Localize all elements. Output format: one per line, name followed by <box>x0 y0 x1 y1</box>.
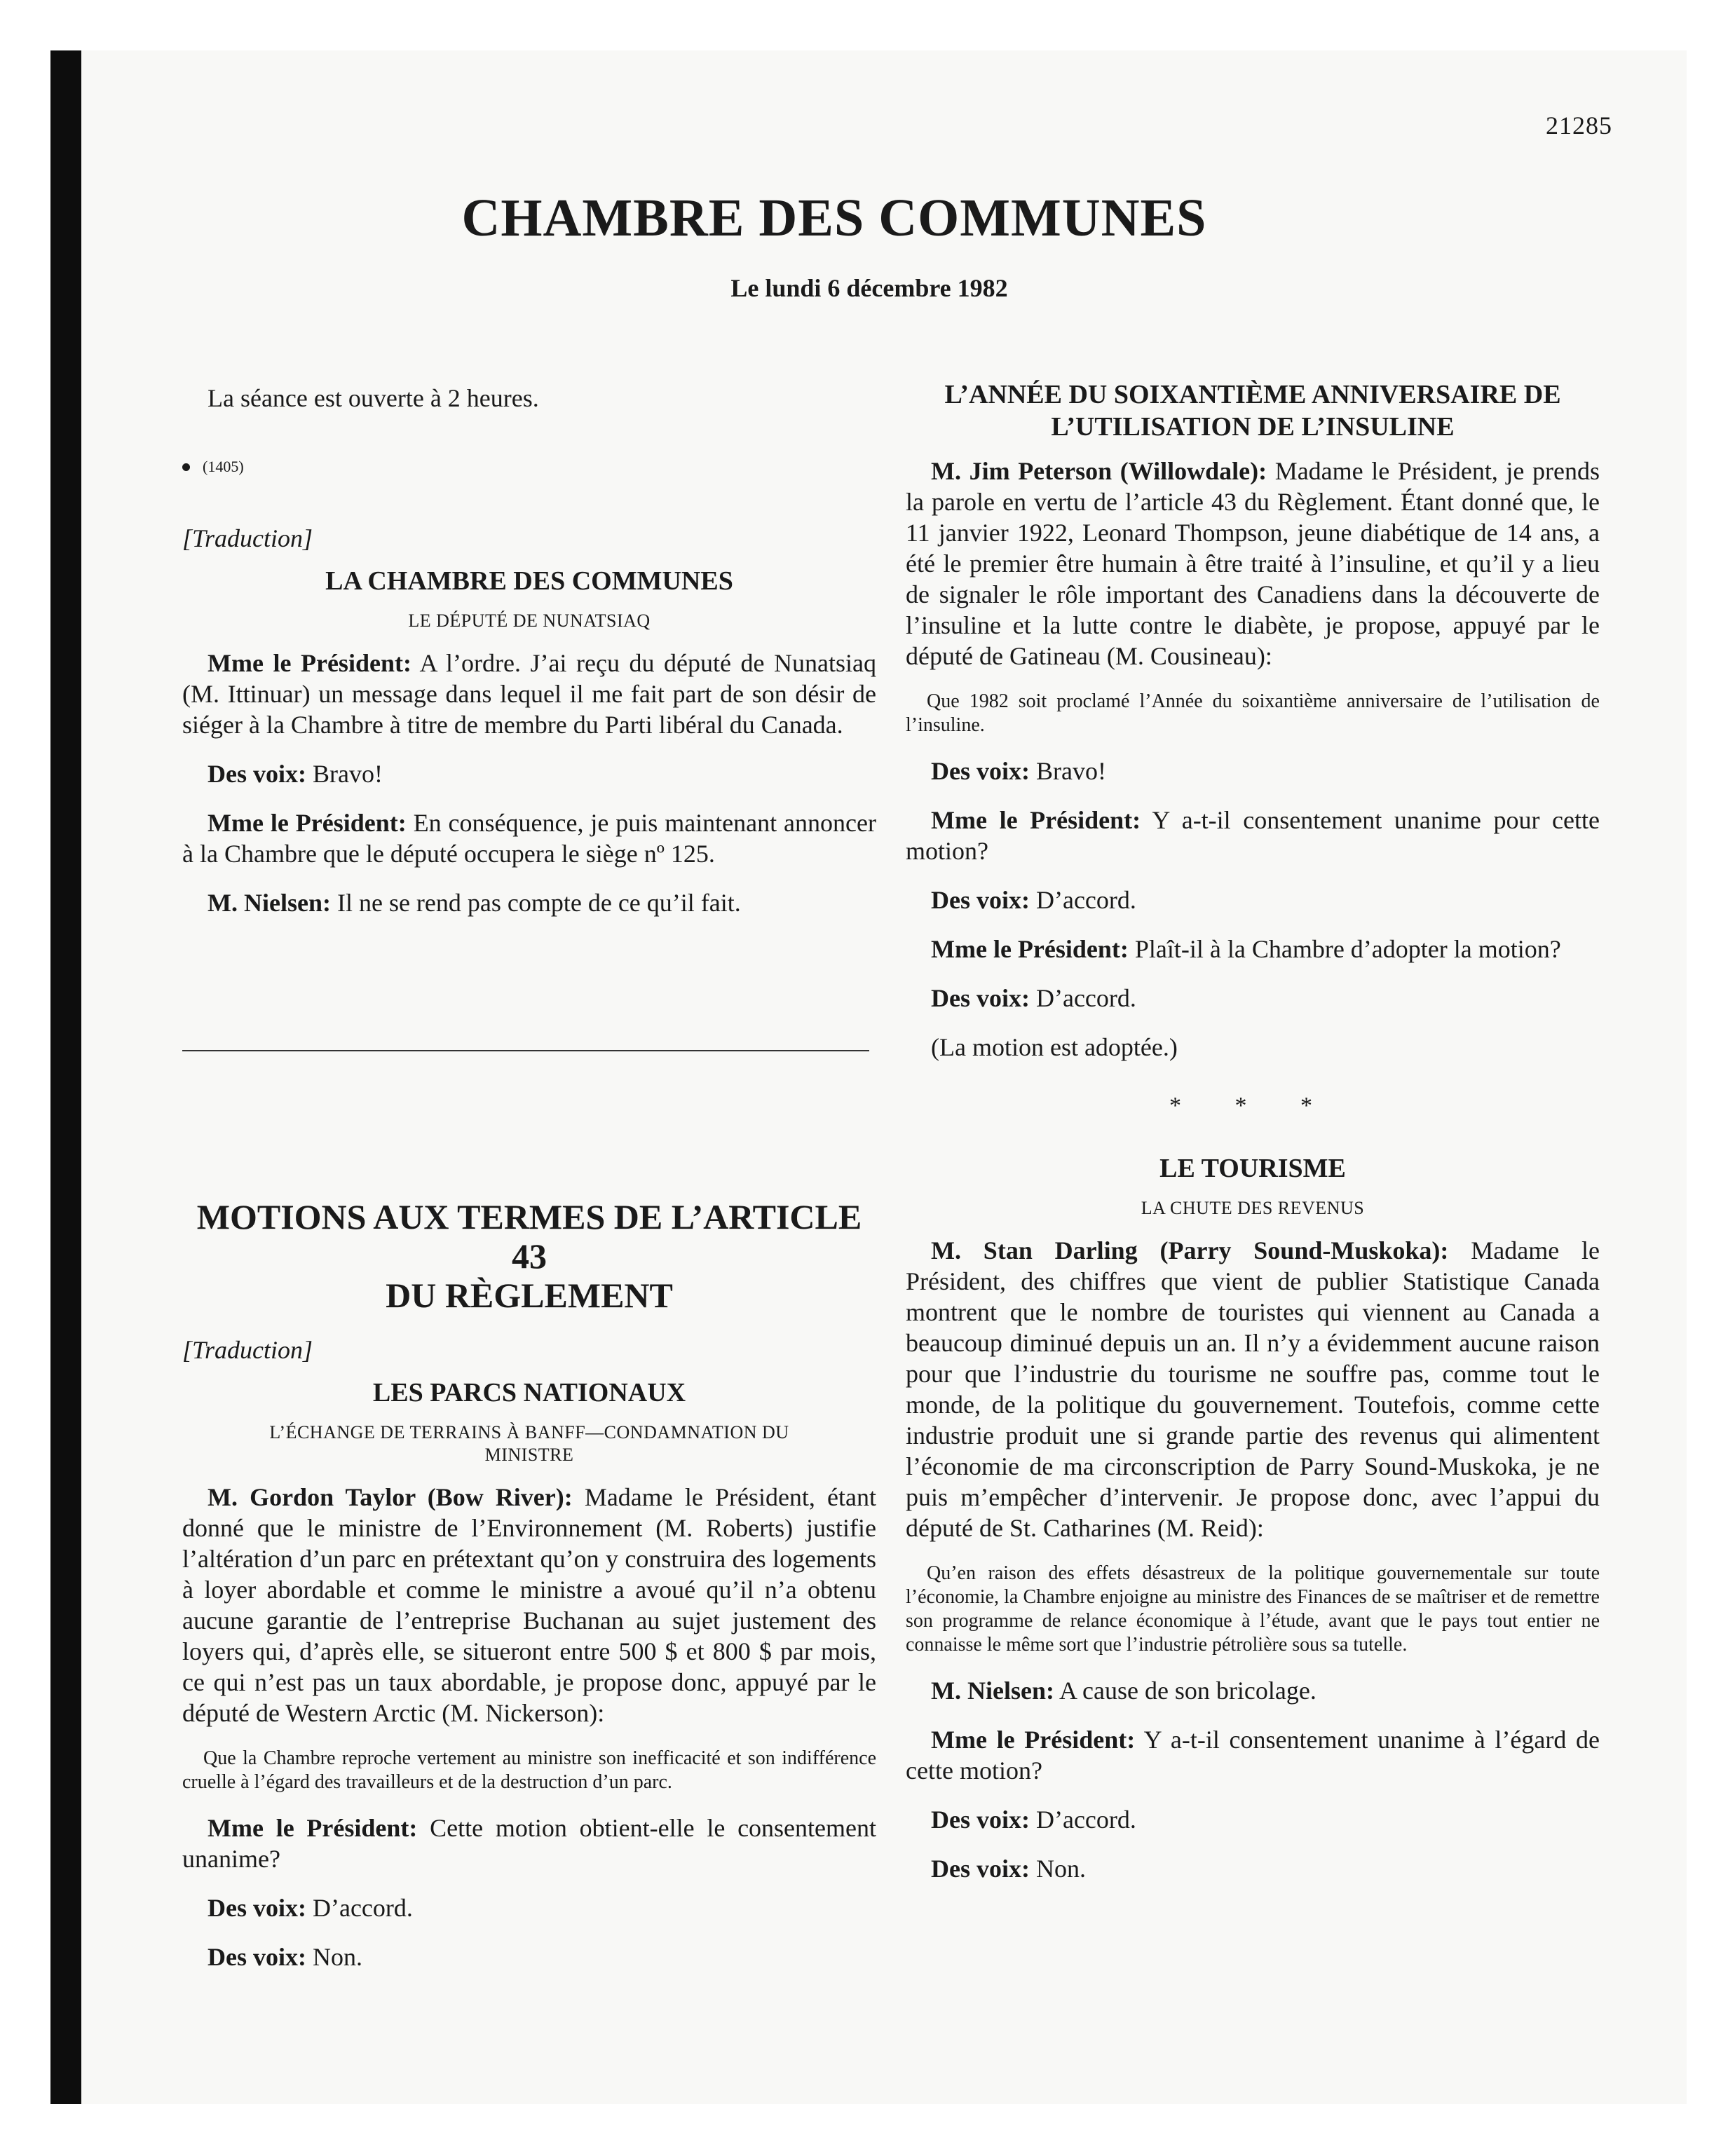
binding-edge <box>50 50 81 2104</box>
speaker-name: Des voix: <box>931 1855 1030 1883</box>
speech-text: Plaît-il à la Chambre d’adopter la motion? <box>1128 935 1561 963</box>
timestamp <box>182 451 876 482</box>
page-number: 21285 <box>1546 111 1612 139</box>
speech-paragraph <box>182 1482 876 1728</box>
bullet-icon <box>182 463 190 471</box>
opening-line: La séance est ouverte à 2 heures. <box>207 384 539 412</box>
major-heading <box>182 1197 876 1315</box>
speaker-name: M. Nielsen: <box>207 889 331 917</box>
speech-paragraph <box>906 983 1600 1014</box>
speech-paragraph <box>182 1942 876 1972</box>
heading-line: L’ANNÉE DU SOIXANTIÈME ANNIVERSAIRE DE <box>944 380 1561 409</box>
major-heading-line: DU RÈGLEMENT <box>386 1276 673 1315</box>
speaker-name: Des voix: <box>207 1894 306 1922</box>
speech-paragraph <box>182 758 876 789</box>
section-heading: LA CHAMBRE DES COMMUNES <box>325 566 733 596</box>
traduction-label: [Traduction] <box>182 524 313 552</box>
speech-text: D’accord. <box>1029 1806 1136 1834</box>
speech-paragraph <box>906 1235 1600 1543</box>
speaker-name: Des voix: <box>207 1943 306 1971</box>
speech-text: Y a-t-il consentement unanime à l’égard de cette motion? <box>906 1726 1600 1785</box>
major-heading-line: MOTIONS AUX TERMES DE L’ARTICLE 43 <box>196 1197 862 1276</box>
speaker-name: M. Nielsen: <box>931 1677 1054 1705</box>
speech-text: Cette motion obtient-elle le consentement unanime? <box>182 1814 877 1873</box>
section-heading <box>906 378 1600 443</box>
subheading-line: MINISTRE <box>484 1445 574 1465</box>
page-title: CHAMBRE DES COMMUNES <box>461 189 1207 247</box>
speech-paragraph <box>906 934 1600 964</box>
speech-text: Y a-t-il consentement unanime pour cette motion? <box>906 806 1600 865</box>
speech-paragraph <box>906 756 1600 786</box>
speech-text: Madame le Président, étant donné que le ministre de l’Environnement (M. Roberts) justifie l’altération d’un parc en prétextant qu’on y construira des logements à loyer abordable et comme le ministre a avoué qu’il n’a obtenu aucune garantie de l’entreprise Buchanan au sujet justement des loyers qui, d’après elle, se situeront entre 500 $ et 800 $ par mois, ce qui n’est pas un taux abordable, je propose donc, appuyé par le député de Western Arctic (M. Nickerson): <box>182 1483 876 1727</box>
speech-text: D’accord. <box>1029 886 1136 914</box>
speech-paragraph <box>906 1724 1600 1786</box>
speech-text: En conséquence, je puis maintenant annoncer à la Chambre que le député occupera le siège nº 125. <box>182 809 876 868</box>
motion-text: Qu’en raison des effets désastreux de la politique gouvernementale sur toute l’économie, la Chambre enjoigne au ministre des Finances de se maîtriser et de remettre son programme de relance économique à l’étude, avant que le pays tout entier ne connaisse le même sort que l’industrie pétrolière sous sa tutelle. <box>906 1562 1600 1656</box>
section-divider <box>182 1050 869 1051</box>
speech-paragraph <box>906 1804 1600 1835</box>
speech-text: D’accord. <box>306 1894 413 1922</box>
speech-text: A cause de son bricolage. <box>1054 1677 1316 1705</box>
speech-paragraph <box>182 1813 876 1874</box>
section-subheading: LE DÉPUTÉ DE NUNATSIAQ <box>408 610 651 631</box>
speaker-name: M. Gordon Taylor (Bow River): <box>207 1483 573 1511</box>
speaker-name: Des voix: <box>931 757 1030 785</box>
speech-paragraph <box>182 887 876 918</box>
right-column <box>906 378 1600 1902</box>
speech-paragraph <box>182 648 876 740</box>
speech-paragraph <box>906 805 1600 866</box>
traduction-label: [Traduction] <box>182 1336 313 1364</box>
speaker-name: Des voix: <box>207 760 306 788</box>
section-subheading <box>182 1421 876 1466</box>
speaker-name: Mme le Président: <box>207 649 411 677</box>
speech-paragraph <box>182 807 876 869</box>
heading-line: L’UTILISATION DE L’INSULINE <box>1051 412 1455 442</box>
section-separator: * * * <box>1169 1093 1336 1119</box>
speech-text: Madame le Président, des chiffres que vient de publier Statistique Canada montrent que le nombre de touristes qui viennent au Canada a beaucoup diminué depuis un an. Il n’y a évidemment aucune raison pour que l’industrie du tourisme ne souffre pas, comme tout le monde, de la politique du gouvernement. Toutefois, comme cette industrie produit une si grande partie des revenus qui alimentent l’économie de ma circonscription de Parry Sound-Muskoka, je ne puis m’empêcher d’intervenir. Je propose donc, avec l’appui du député de St. Catharines (M. Reid): <box>906 1236 1600 1542</box>
speech-text: Non. <box>306 1943 362 1971</box>
speaker-name: Des voix: <box>931 1806 1030 1834</box>
speaker-name: Mme le Président: <box>207 1814 418 1842</box>
speech-text: A l’ordre. J’ai reçu du député de Nunatsiaq (M. Ittinuar) un message dans lequel il me fait part de son désir de siéger à la Chambre à titre de membre du Parti libéral du Canada. <box>182 649 876 739</box>
speaker-name: M. Jim Peterson (Willowdale): <box>931 457 1267 485</box>
left-column <box>182 383 876 1991</box>
sitting-date: Le lundi 6 décembre 1982 <box>730 274 1008 302</box>
section-heading: LES PARCS NATIONAUX <box>372 1378 686 1407</box>
speech-paragraph <box>182 1892 876 1923</box>
speaker-name: Mme le Président: <box>931 935 1129 963</box>
speech-text: Il ne se rend pas compte de ce qu’il fait. <box>330 889 741 917</box>
speech-paragraph <box>906 1853 1600 1884</box>
subheading-line: L’ÉCHANGE DE TERRAINS À BANFF—CONDAMNATION DU <box>269 1422 789 1442</box>
timestamp-text: (1405) <box>203 458 244 475</box>
speaker-name: Des voix: <box>931 886 1030 914</box>
motion-adopted-note: (La motion est adoptée.) <box>931 1033 1178 1061</box>
speaker-name: Des voix: <box>931 984 1030 1012</box>
motion-text: Que la Chambre reproche vertement au ministre son inefficacité et son indifférence cruelle à l’égard des travailleurs et de la destruction d’un parc. <box>182 1747 876 1793</box>
speaker-name: M. Stan Darling (Parry Sound-Muskoka): <box>931 1236 1449 1264</box>
speech-text: Bravo! <box>1029 757 1106 785</box>
speech-text: Non. <box>1029 1855 1086 1883</box>
speech-paragraph <box>906 456 1600 671</box>
speech-text: D’accord. <box>1029 984 1136 1012</box>
speaker-name: Mme le Président: <box>931 806 1141 834</box>
speaker-name: Mme le Président: <box>931 1726 1136 1754</box>
speech-text: Bravo! <box>306 760 383 788</box>
speaker-name: Mme le Président: <box>207 809 407 837</box>
speech-paragraph <box>906 1675 1600 1706</box>
section-subheading: LA CHUTE DES REVENUS <box>1141 1198 1365 1218</box>
section-heading: LE TOURISME <box>1159 1154 1346 1183</box>
motion-text: Que 1982 soit proclamé l’Année du soixantième anniversaire de l’utilisation de l’insuline. <box>906 690 1600 736</box>
speech-text: Madame le Président, je prends la parole en vertu de l’article 43 du Règlement. Étant donné que, le 11 janvier 1922, Leonard Thompson, jeune diabétique de 14 ans, a été le premier être humain à être traité à l’insuline, et qu’il y a lieu de signaler le rôle important des Canadiens dans la découverte de l’insuline et la lutte contre le diabète, je propose, appuyé par le député de Gatineau (M. Cousineau): <box>906 457 1600 670</box>
speech-paragraph <box>906 885 1600 915</box>
